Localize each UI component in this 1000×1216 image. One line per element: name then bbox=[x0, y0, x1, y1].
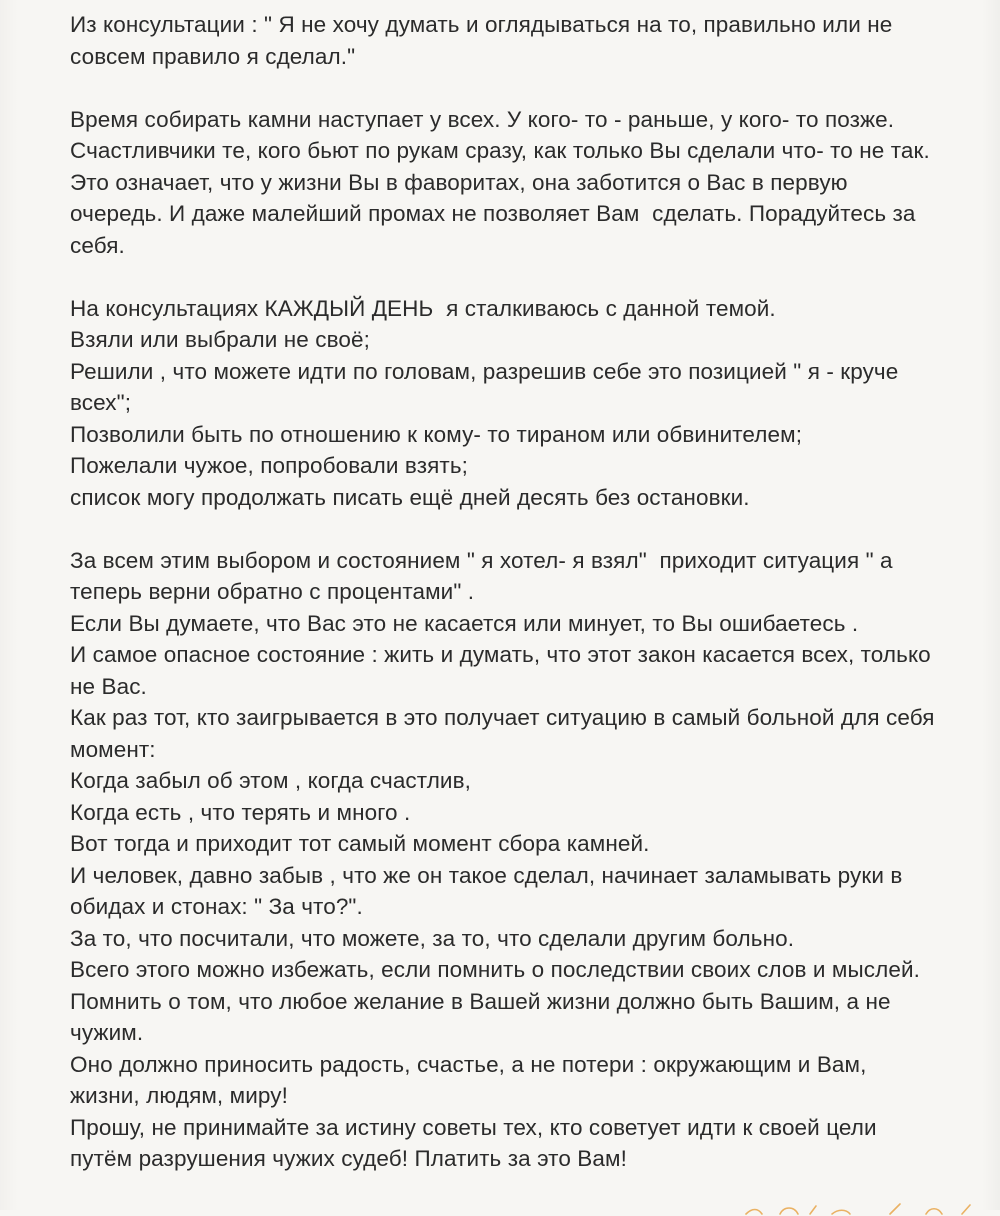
text-line: жизни, людям, миру! bbox=[70, 1083, 288, 1108]
text-line: Время собирать камни наступает у всех. У кого- то - раньше, у кого- то позже. bbox=[70, 106, 895, 132]
text-line: Это означает, что у жизни Вы в фаворитах, она заботится о Вас в первую bbox=[70, 169, 848, 195]
text-line: Счастливчики те, кого бьют по рукам сразу, как только Вы сделали что- то не так. bbox=[70, 138, 930, 163]
text-line: Вот тогда и приходит тот самый момент сбора камней. bbox=[70, 831, 650, 856]
text-line: совсем правило я сделал." bbox=[70, 43, 356, 69]
text-line: Помнить о том, что любое желание в Вашей жизни должно быть Вашим, а не bbox=[70, 988, 891, 1014]
text-line: И человек, давно забыв , что же он такое сделал, начинает заламывать руки в bbox=[70, 862, 903, 888]
decorative-scribble-icon bbox=[740, 1198, 980, 1216]
text-line: Пожелали чужое, попробовали взять; bbox=[70, 453, 468, 478]
note-body bbox=[70, 9, 970, 1175]
text-line: Из консультации : " Я не хочу думать и оглядываться на то, правильно или не bbox=[70, 12, 893, 37]
text-line: Взяли или выбрали не своё; bbox=[70, 327, 370, 352]
text-line: список могу продолжать писать ещё дней десять без остановки. bbox=[70, 484, 750, 510]
text-line: За то, что посчитали, что можете, за то, что сделали другим больно. bbox=[70, 925, 795, 951]
paragraph-gap bbox=[70, 513, 970, 545]
text-line: Как раз тот, кто заигрывается в это получает ситуацию в самый больной для себя bbox=[70, 705, 935, 730]
text-line: не Вас. bbox=[70, 673, 147, 699]
text-line: теперь верни обратно с процентами" . bbox=[70, 579, 475, 604]
text-line: себя. bbox=[70, 232, 125, 258]
text-line: За всем этим выбором и состоянием " я хотел- я взял" приходит ситуация " а bbox=[70, 547, 893, 573]
text-line: На консультациях КАЖДЫЙ ДЕНЬ я сталкиваюсь с данной темой. bbox=[70, 295, 776, 321]
text-line: Прошу, не принимайте за истину советы тех, кто советует идти к своей цели bbox=[70, 1114, 877, 1140]
text-line: обидах и стонах: " За что?". bbox=[70, 894, 363, 919]
text-line: Когда забыл об этом , когда счастлив, bbox=[70, 768, 471, 793]
text-line: путём разрушения чужих судеб! Платить за это Вам! bbox=[70, 1146, 627, 1171]
text-line: момент: bbox=[70, 736, 156, 762]
text-line: Оно должно приносить радость, счастье, а не потери : окружающим и Вам, bbox=[70, 1051, 867, 1077]
text-line: И самое опасное состояние : жить и думать, что этот закон касается всех, только bbox=[70, 642, 931, 667]
text-line: всех"; bbox=[70, 390, 132, 415]
text-line: чужим. bbox=[70, 1020, 144, 1045]
paragraph-gap bbox=[70, 261, 970, 293]
text-line: Позволили быть по отношению к кому- то тираном или обвинителем; bbox=[70, 421, 803, 447]
paragraph-gap bbox=[70, 72, 970, 104]
text-line: очередь. И даже малейший промах не позволяет Вам сделать. Порадуйтесь за bbox=[70, 201, 916, 226]
text-line: Всего этого можно избежать, если помнить о последствии своих слов и мыслей. bbox=[70, 957, 920, 982]
text-line: Решили , что можете идти по головам, разрешив себе это позицией " я - круче bbox=[70, 358, 899, 384]
text-line: Когда есть , что терять и много . bbox=[70, 799, 411, 825]
text-line: Если Вы думаете, что Вас это не касается или минует, то Вы ошибаетесь . bbox=[70, 610, 859, 636]
